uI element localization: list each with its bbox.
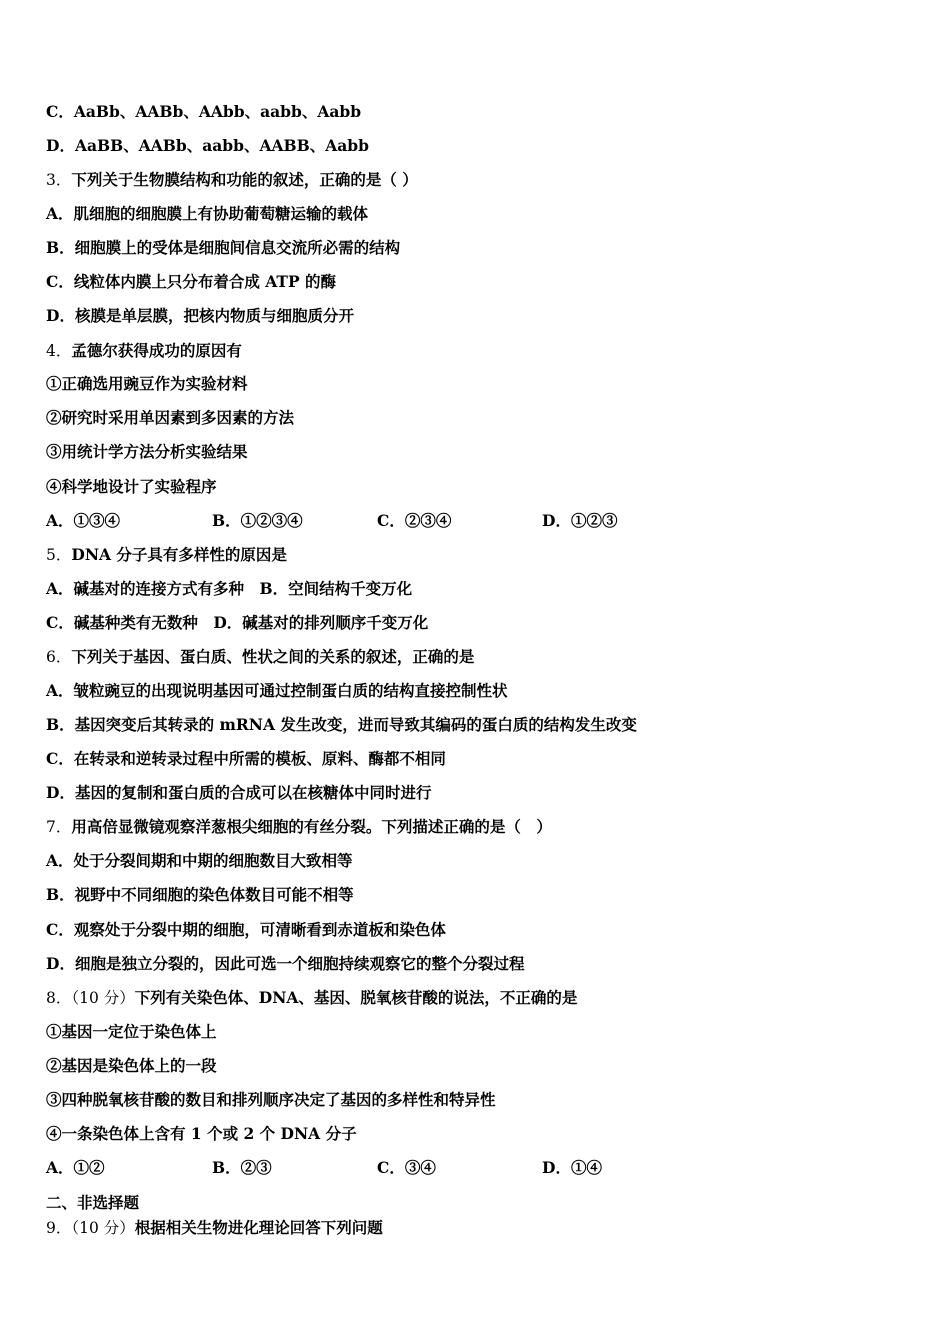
q7-option-d: D．细胞是独立分裂的，因此可选一个细胞持续观察它的整个分裂过程: [46, 954, 525, 973]
q2-option-d: D．AaBB、AABb、aabb、AABB、Aabb: [46, 136, 369, 155]
q3-option-a: A．肌细胞的细胞膜上有协助葡萄糖运输的载体: [46, 204, 369, 223]
q6-option-c: C．在转录和逆转录过程中所需的模板、原料、酶都不相同: [46, 749, 446, 768]
q7-option-c: C．观察处于分裂中期的细胞，可清晰看到赤道板和染色体: [46, 920, 446, 939]
q7-stem: 7．用高倍显微镜观察洋葱根尖细胞的有丝分裂。下列描述正确的是（ ）: [46, 817, 552, 836]
q7-option-a: A．处于分裂间期和中期的细胞数目大致相等: [46, 851, 353, 870]
q3-stem: 3．下列关于生物膜结构和功能的叙述，正确的是（ ）: [46, 170, 418, 189]
q8-stem: 8．（10 分）下列有关染色体、DNA、基因、脱氧核苷酸的说法，不正确的是: [46, 988, 578, 1007]
q3-option-d: D．核膜是单层膜，把核内物质与细胞质分开: [46, 306, 354, 325]
q8-option-a: A．①②: [46, 1158, 105, 1177]
q5-stem: 5．DNA 分子具有多样性的原因是: [46, 545, 287, 564]
q4-options: [46, 511, 746, 531]
q6-option-a: A．皱粒豌豆的出现说明基因可通过控制蛋白质的结构直接控制性状: [46, 681, 508, 700]
q4-stem: 4．孟德尔获得成功的原因有: [46, 341, 242, 360]
q2-option-c: C．AaBb、AABb、AAbb、aabb、Aabb: [46, 102, 362, 121]
q4-statement-2: ②研究时采用单因素到多因素的方法: [46, 408, 295, 427]
q3-option-c: C．线粒体内膜上只分布着合成 ATP 的酶: [46, 272, 336, 291]
q8-statement-1: ①基因一定位于染色体上: [46, 1022, 217, 1041]
q4-statement-1: ①正确选用豌豆作为实验材料: [46, 374, 248, 393]
q4-option-b: B．①②③④: [212, 511, 303, 530]
q8-option-d: D．①④: [542, 1158, 602, 1177]
q6-stem: 6．下列关于基因、蛋白质、性状之间的关系的叙述，正确的是: [46, 647, 475, 666]
q8-options: [46, 1158, 746, 1178]
q4-statement-4: ④科学地设计了实验程序: [46, 477, 217, 496]
q4-option-d: D．①②③: [542, 511, 618, 530]
q6-option-d: D．基因的复制和蛋白质的合成可以在核糖体中同时进行: [46, 783, 432, 802]
q4-option-c: C．②③④: [377, 511, 452, 530]
q4-statement-3: ③用统计学方法分析实验结果: [46, 442, 248, 461]
section-title: 二、非选择题: [46, 1193, 140, 1212]
q8-option-c: C．③④: [377, 1158, 436, 1177]
q8-statement-2: ②基因是染色体上的一段: [46, 1056, 217, 1075]
q8-option-b: B．②③: [212, 1158, 272, 1177]
q4-option-a: A．①③④: [46, 511, 121, 530]
q7-option-b: B．视野中不同细胞的染色体数目可能不相等: [46, 885, 354, 904]
q6-option-b: B．基因突变后其转录的 mRNA 发生改变，进而导致其编码的蛋白质的结构发生改变: [46, 715, 637, 734]
q8-statement-3: ③四种脱氧核苷酸的数目和排列顺序决定了基因的多样性和特异性: [46, 1090, 496, 1109]
q9-stem: 9．（10 分）根据相关生物进化理论回答下列问题: [46, 1218, 383, 1237]
q8-statement-4: ④一条染色体上含有 1 个或 2 个 DNA 分子: [46, 1124, 357, 1143]
q3-option-b: B．细胞膜上的受体是细胞间信息交流所必需的结构: [46, 238, 401, 257]
q5-options-ab: A．碱基对的连接方式有多种 B．空间结构千变万化: [46, 579, 413, 598]
q5-options-cd: C．碱基种类有无数种 D．碱基对的排列顺序千变万化: [46, 613, 429, 632]
